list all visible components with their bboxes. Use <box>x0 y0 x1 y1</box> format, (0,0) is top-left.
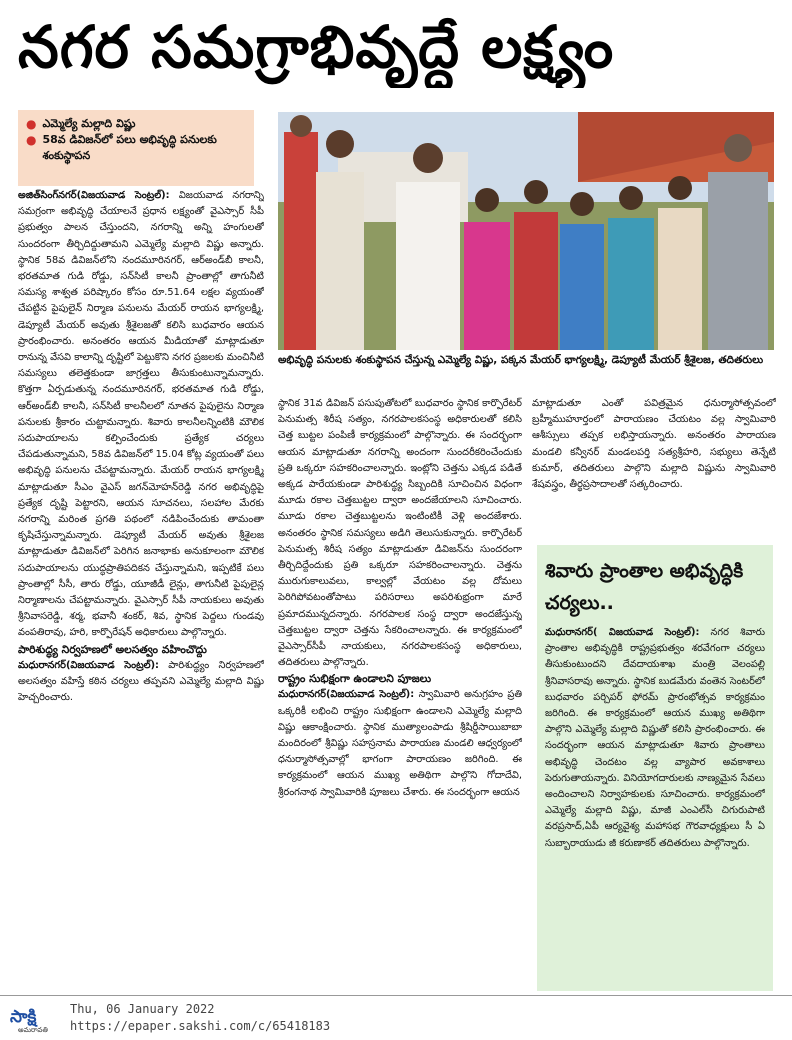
subheading: రాష్ట్రం సుభిక్షంగా ఉండాలని పూజలు <box>278 672 432 686</box>
sakshi-logo <box>8 1000 60 1034</box>
footer <box>0 997 792 1040</box>
highlights-box <box>18 110 254 186</box>
sidebar-body <box>545 625 765 852</box>
footer-meta <box>70 1001 330 1035</box>
paragraph-text: స్వామివారి అనుగ్రహం ప్రతి ఒక్కరికీ లభించి రాష్ట్రం సుభిక్షంగా ఉండాలని ఎమ్మెల్యే మల్లాది విష్ణు ఆకాంక్షించారు. స్థానిక ముత్యాలంపాడు శ్రీషిర్డీసాయిబాబా మందిరంలో శ్రీవిష్ణు సహస్రనామ పారాయణ మండలి ఆధ్వర్యంలో ధనుర్మాసోత్సవాల్లో భాగంగా పారాయణం జరిగింది. ఈ కార్యక్రమంలో ఆయన ముఖ్య అతిథిగా పాల్గొని గోదాదేవి, శ్రీరంగనాథ స్వామివారికి పూజలు చేశారు. ఈ సందర్భంగా ఆయన <box>278 689 522 798</box>
highlight-text: 58వ డివిజన్‌లో పలు అభివృద్ధి పనులకు శంకుస్థాపన <box>42 133 217 162</box>
article-paragraph <box>545 625 765 852</box>
article-paragraph <box>18 188 264 642</box>
article-column-3 <box>532 396 776 526</box>
paragraph-text: నగర శివారు ప్రాంతాల అభివృద్ధికి రాష్ట్రప్రభుత్వం శరవేగంగా చర్యలు తీసుకుంటుందని దేవదాయశాఖ మంత్రి వెలంపల్లి శ్రీనివాసరావు అన్నారు. స్థానిక బుడమేరు వంతెన సెంటర్‌లో బుధవారం పర్చిపర్ ఫోరమ్ ప్రారంభోత్సవ కార్యక్రమం జరిగింది. ఈ కార్యక్రమంలో ఆయన ముఖ్య అతిథిగా పాల్గొని ఎమ్మెల్యే మల్లాది విష్ణుతో కలిసి ప్రారంభించారు. ఈ సందర్భంగా ఆయన మాట్లాడుతూ శివారు ప్రాంతాలు అభివృద్ధి చెందటం వల్ల వ్యాపార అవకాశాలు పెరుగుతాయన్నారు. వినియోగదారులకు నాణ్యమైన సేవలు అందించాలని నిర్వాహకులకు సూచించారు. కార్యక్రమంలో ఎమ్మెల్యే మల్లాది విష్ణు, మాజీ ఎంఎల్‌సీ చిగురుపాటి వరప్రసాద్,ఏపీ ఆర్యవైశ్య మహాసభ గౌరవాధ్యక్షులు సీ ఏ సుబ్బారాయుడు జీ కరుణాకర్ తదితరులు పాల్గొన్నారు. <box>545 627 765 849</box>
article-column-1 <box>18 188 264 988</box>
highlight-text: ఎమ్మెల్యే మల్లాది విష్ణు <box>42 117 136 130</box>
bullet-icon: ● <box>26 117 37 131</box>
article-column-2 <box>278 396 522 988</box>
highlight-item <box>26 132 246 164</box>
article-paragraph: స్థానిక 31వ డివిజన్ పసుపుతోటలో బుధవారం స్థానిక కార్పొరేటర్ పెనుమత్స శిరీష సత్యం, నగరపాలకసంస్థ అధికారులతో కలిసి చెత్త బుట్టల పంపిణీ కార్యక్రమంలో పాల్గొన్నారు. ఈ సందర్భంగా ఆయన మాట్లాడుతూ నగరాన్ని అందంగా సుందరీకరించేందుకు ప్రతి ఒక్కరూ సహకరించాలన్నారు. ఇంట్లోని చెత్తను ఎక్కడ పడితే అక్కడ పారేయకుండా పారిశుద్ధ్య సిబ్బందికి సూచించిన విధంగా మూడు రకాల చెత్తబుట్టల ద్వారా అందజేయాలని సూచించారు. మూడు రకాల చెత్తబుట్టలను ఇంటింటికీ వెళ్లి అందజేశారు. అనంతరం స్థానిక సమస్యలు అడిగి తెలుసుకున్నారు. కార్పొరేటర్ పెనుమత్స శిరీష సత్యం మాట్లాడుతూ డివిజన్‌ను సుందరంగా తీర్చిదిద్దేందుకు ప్రతి ఒక్కరూ సహకరించాలన్నారు. చెత్తను మురుగుకాలువలు, కాల్వల్లో వేయటం వల్ల దోమలు పెరిగిపోవటంతోపాటు పరిసరాలు అపరిశుభ్రంగా మారే ప్రమాదమున్నదన్నారు. నగరపాలక సంస్థ ద్వారా అందజేస్తున్న చెత్తబుట్టల ద్వారా చెత్తను సేకరించాలన్నారు. ఈ కార్యక్రమంలో వైఎస్సార్‌సీపీ నాయకులు, నగరపాలకసంస్థ అధికారులు, తదితరులు పాల్గొన్నారు. <box>278 398 522 669</box>
news-photo <box>278 112 774 350</box>
dateline: అజిత్‌సింగ్‌నగర్(విజయవాడ సెంట్రల్): <box>18 190 170 201</box>
article-paragraph: మాట్లాడుతూ ఎంతో పవిత్రమైన ధనుర్మాసోత్సవంలో బ్రహ్మీముహూర్తంలో పారాయణం చేయటం వల్ల స్వామివారి ఆశీస్సులు తప్పక లభిస్తాయన్నారు. అనంతరం పారాయణ మండలి కన్వీనర్ మండలపర్తి సత్యశ్రీహరి, సభ్యులు తెన్నేటి కుమార్, తదితరులు పాల్గొని మల్లాది విష్ణును స్వామివారి శేషవస్త్రం, తీర్థప్రసాదాలతో సత్కరించారు. <box>532 398 776 491</box>
sidebar-title: శివారు ప్రాంతాల అభివృద్ధికి చర్యలు.. <box>545 560 744 614</box>
sidebar-article <box>537 545 773 991</box>
publication-date: Thu, 06 January 2022 <box>70 1002 215 1016</box>
bullet-icon: ● <box>26 133 37 147</box>
dateline: మధురానగర్(విజయవాడ సెంట్రల్): <box>278 689 415 701</box>
paragraph-text: పారిశుద్ధ్యం నిర్వహణలో అలసత్వం వహిస్తే కఠిన చర్యలు తప్పవని ఎమ్మెల్యే మల్లాది విష్ణు హెచ్చరించారు. <box>18 659 264 704</box>
article-paragraph <box>18 658 264 707</box>
dateline: మధురానగర్(విజయవాడ సెంట్రల్): <box>18 659 159 671</box>
photo-caption: అభివృద్ధి పనులకు శంకుస్థాపన చేస్తున్న ఎమ్మెల్యే విష్ణు, పక్కన మేయర్ భాగ్యలక్ష్మి, డెప్యూటీ మేయర్ శ్రీశైలజ, తదితరులు <box>278 354 764 366</box>
footer-divider <box>0 995 792 996</box>
paragraph-text: విజయవాడ నగరాన్ని సమగ్రంగా అభివృద్ధి చేయాలనే ప్రధాన లక్ష్యంతో వైఎస్సార్ సీపీ ప్రభుత్వం పాలన చేస్తుందని, నగరాన్ని అన్ని హంగులతో సుందరంగా తీర్చిదిద్దుతామని ఎమ్మెల్యే మల్లాది విష్ణు అన్నారు. స్థానిక 58వ డివిజన్‌లోని నందమూరినగర్, ఆర్‌అండ్‌బీ కాలనీ, భరతమాత గుడి రోడ్డు, సన్‌సిటీ కాలనీ ప్రాంతాల్లో తాగునీటి సమస్య శాశ్వత పరిష్కారం కోసం రూ.51.64 లక్షల వ్యయంతో చేపట్టిన పైపులైన్ నిర్మాణ పనులను మేయర్ రాయన భాగ్యలక్ష్మి, డెప్యూటీ మేయర్ అవుతు శ్రీశైలజతో కలిసి బుధవారం ఆయన ప్రారంభించారు. అనంతరం ఆయన మీడియాతో మాట్లాడుతూ రానున్న వేసవి కాలాన్ని దృష్టిలో పెట్టుకొని నగర ప్రజలకు మంచినీటి సమస్యలు తలెత్తకుండా జాగ్రత్తలు తీసుకుంటున్నామన్నారు. కొత్తగా ఏర్పడుతున్న నందమూరినగర్, భరతమాత గుడి రోడ్డు, ఆర్‌అండ్‌బీ కాలనీ, సన్‌సిటీ కాలనీలలో నూతన పైపులైను నిర్మాణ పనులకు శ్రీకారం చుట్టామన్నారు. శివారు కాలనీలన్నింటికి మౌలిక సదుపాయాలను కల్పించేందుకు ప్రత్యేక చర్యలు చేపడుతున్నామని, 58వ డివిజన్‌లో 15.04 కోట్ల వ్యయంతో పలు అభివృద్ధి పనులను చేపట్టామన్నారు. మేయర్ రాయన భాగ్యలక్ష్మి మాట్లాడుతూ సీఎం వైఎస్ జగన్‌మోహన్‌రెడ్డి నగర అభివృద్ధిపై ప్రత్యేక దృష్టి పెట్టారని, ఆయన సూచనలు, సలహాల మేరకు నగరాన్ని మరింత ప్రగతి పథంలో నడిపించేందుకు తామంతా కృషిచేస్తున్నామన్నారు. డెప్యూటీ మేయర్ అవుతు శ్రీశైలజ మాట్లాడుతూ డివిజన్‌లో పెరిగిన జనాభాకు అనుకూలంగా మౌలిక సదుపాయాలను యుద్ధప్రాతిపదికన చేస్తున్నామని, ఇప్పటికే పలు ప్రాంతాల్లో సీసీ, తారు రోడ్డు, యూజీడీ లైన్లు, తాగునీటి పైపులైన్ల నిర్మాణాలను చేపట్టామన్నారు. వైఎస్సార్ సీపీ నాయకులు అవుతు శ్రీనివాసరెడ్డి, శర్మ, భవానీ శంకర్, శివ, స్థానిక పెద్దలు గుండవు వంపతిరావు, హరి, కార్పొరేషన్ అధికారులు పాల్గొన్నారు. <box>18 190 264 639</box>
logo-text: సాక్షి <box>10 1007 37 1027</box>
headline: నగర సమగ్రాభివృద్ధే లక్ష్యం <box>18 13 615 81</box>
photo-illustration <box>278 112 774 350</box>
epaper-url[interactable]: https://epaper.sakshi.com/c/65418183 <box>70 1019 331 1033</box>
subheading: పారిశుద్ధ్య నిర్వహణలో అలసత్వం వహించొద్దు <box>18 642 207 656</box>
highlight-item <box>26 116 246 132</box>
article-paragraph <box>278 687 522 800</box>
logo-subtext: అమరావతి <box>18 1026 48 1034</box>
dateline: మధురానగర్( విజయవాడ సెంట్రల్): <box>545 627 700 638</box>
